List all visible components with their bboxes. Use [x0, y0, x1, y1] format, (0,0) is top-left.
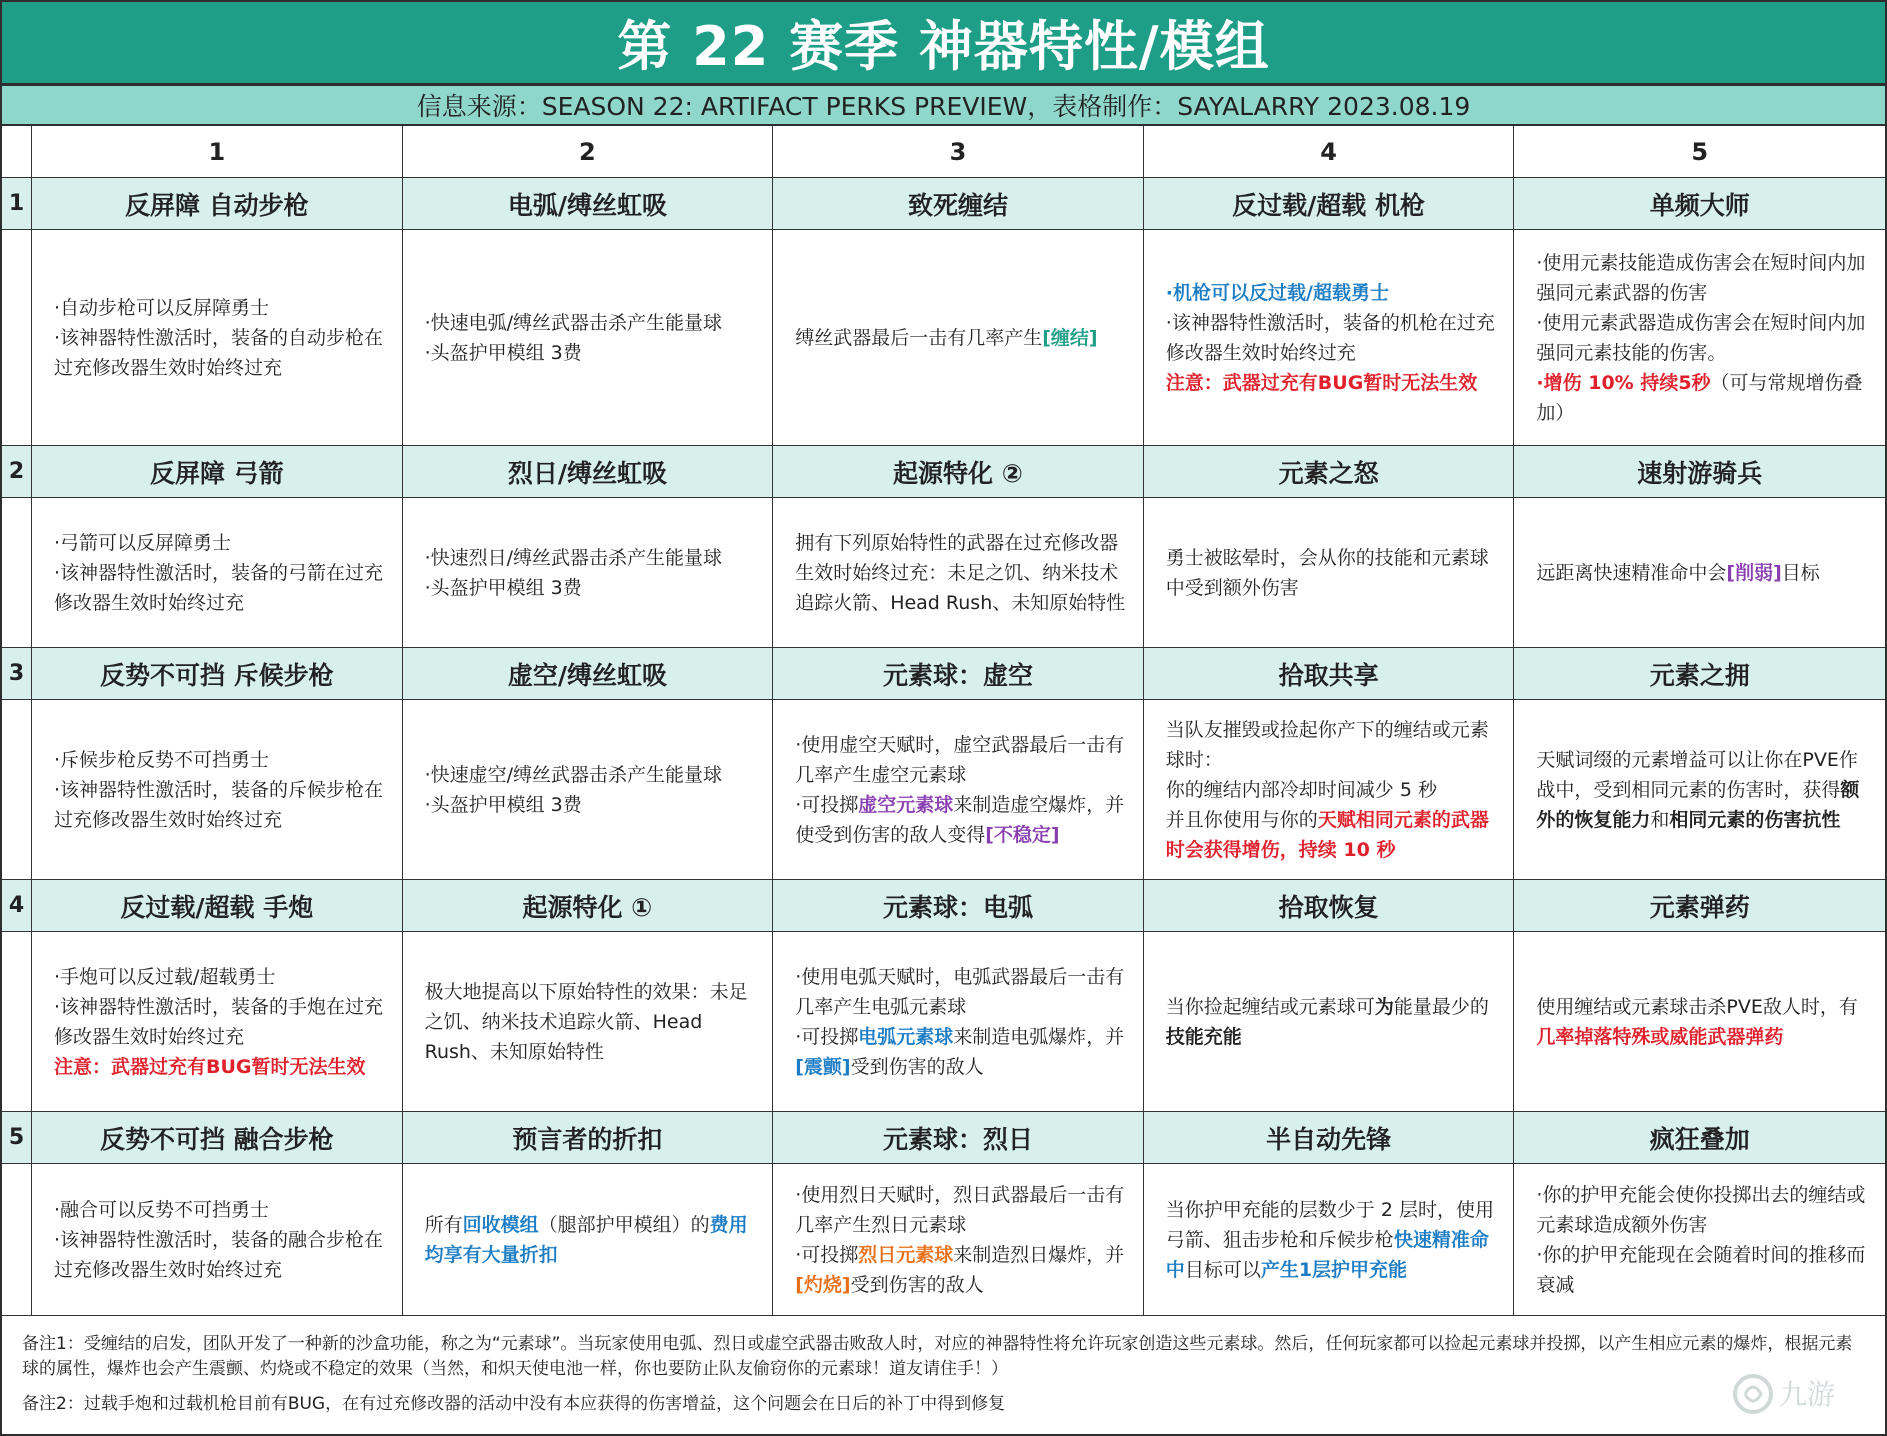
description-line — [54, 1195, 390, 1225]
highlight-text: ·机枪可以反过载/超载勇士 — [1165, 281, 1389, 304]
description-text: 来制造电弧爆炸，并 — [953, 1025, 1125, 1048]
description-line — [1166, 992, 1502, 1052]
column-header: 3 — [773, 126, 1144, 178]
perk-description — [1514, 230, 1885, 446]
description-text: ·你的护甲充能会使你投掷出去的缠结或元素球造成额外伤害 — [1536, 1183, 1866, 1236]
highlight-text: 技能充能 — [1165, 1025, 1242, 1048]
corner-cell — [2, 126, 32, 178]
perk-name: 拾取共享 — [1144, 648, 1515, 700]
description-text: ·快速虚空/缚丝武器击杀产生能量球 — [424, 763, 723, 786]
description-line — [1536, 992, 1873, 1052]
perk-description-text — [1536, 248, 1873, 428]
perk-description — [32, 932, 403, 1112]
description-line — [1166, 715, 1502, 775]
highlight-text: 注意：武器过充有BUG暂时无法生效 — [54, 1055, 366, 1078]
description-line — [54, 558, 390, 618]
highlight-text: 几率掉落特殊或威能武器弹药 — [1536, 1025, 1784, 1048]
perk-name: 反势不可挡 斥候步枪 — [32, 648, 403, 700]
row-spacer — [2, 230, 32, 446]
description-text: 来制造烈日爆炸，并 — [953, 1243, 1125, 1266]
perk-name: 速射游骑兵 — [1514, 446, 1885, 498]
watermark-text: 九游 — [1779, 1378, 1836, 1411]
description-text: 当你护甲充能的层数少于 2 层时，使用弓箭、狙击步枪和斥候步枪 — [1165, 1198, 1494, 1251]
description-line — [795, 790, 1131, 850]
perk-name: 元素球：电弧 — [773, 880, 1144, 932]
description-text: 并且你使用与你的 — [1165, 808, 1318, 831]
description-text: ·头盔护甲模组 3费 — [424, 793, 582, 816]
perk-description-text — [425, 977, 761, 1067]
highlight-text: 为 — [1374, 995, 1394, 1018]
highlight-text: ·增伤 10% 持续5秒 — [1536, 371, 1711, 394]
perk-name: 起源特化 ② — [773, 446, 1144, 498]
perk-description-text — [54, 1195, 390, 1285]
description-line — [795, 1022, 1131, 1082]
description-text: （腿部护甲模组）的 — [538, 1213, 710, 1236]
highlight-text: [削弱] — [1726, 561, 1782, 584]
perk-description-text — [54, 745, 390, 835]
highlight-text: [灼烧] — [795, 1273, 851, 1296]
description-text: 使用缠结或元素球击杀PVE敌人时，有 — [1536, 995, 1858, 1018]
description-text: 目标可以 — [1184, 1258, 1261, 1281]
perk-description — [773, 932, 1144, 1112]
row-spacer — [2, 932, 32, 1112]
perk-name: 元素球：烈日 — [773, 1112, 1144, 1164]
description-text: ·使用元素技能造成伤害会在短时间内加强同元素武器的伤害 — [1536, 251, 1866, 304]
perk-description — [403, 1164, 774, 1316]
perk-description-text — [1166, 278, 1502, 398]
perk-name: 单频大师 — [1514, 178, 1885, 230]
perk-description — [773, 700, 1144, 880]
description-text: ·使用烈日天赋时，烈日武器最后一击有几率产生烈日元素球 — [795, 1183, 1125, 1236]
perk-description — [1144, 230, 1515, 446]
perk-description — [32, 1164, 403, 1316]
description-line — [1536, 558, 1873, 588]
perk-description-text — [795, 323, 1131, 353]
description-line — [1536, 308, 1873, 368]
row-spacer — [2, 700, 32, 880]
note-text: 备注1：受缠结的启发，团队开发了一种新的沙盒功能，称之为“元素球”。当玩家使用电弧、烈日或虚空武器击败敌人时，对应的神器特性将允许玩家创造这些元素球。然后，任何玩家都可以捡起元素球并投掷，以产生相应元素的爆炸，根据元素球的属性，爆炸也会产生震颤、灼烧或不稳定的效果（当然，和炽天使电池一样，你也要防止队友偷窃你的元素球！道友请住手！） — [22, 1334, 1853, 1379]
perk-description-text — [1166, 992, 1502, 1052]
description-text: ·该神器特性激活时，装备的自动步枪在过充修改器生效时始终过充 — [54, 326, 384, 379]
perk-name: 反过载/超载 手炮 — [32, 880, 403, 932]
description-text: 勇士被眩晕时，会从你的技能和元素球中受到额外伤害 — [1165, 546, 1489, 599]
description-line — [54, 775, 390, 835]
perk-description — [1144, 932, 1515, 1112]
perk-description — [1514, 932, 1885, 1112]
description-text: ·斥候步枪反势不可挡勇士 — [54, 748, 270, 771]
highlight-text: 产生1层护甲充能 — [1260, 1258, 1408, 1281]
row-number: 5 — [2, 1112, 32, 1164]
perk-description-text — [1536, 558, 1873, 588]
perk-description-text — [425, 308, 761, 368]
description-line — [54, 1225, 390, 1285]
page-title: 第 22 赛季 神器特性/模组 — [2, 2, 1885, 86]
description-line — [54, 962, 390, 992]
description-text: 目标 — [1781, 561, 1820, 584]
description-line — [54, 1052, 390, 1082]
perk-name: 反过载/超载 机枪 — [1144, 178, 1515, 230]
description-line — [795, 1240, 1131, 1300]
perk-description-text — [795, 528, 1131, 618]
description-text: 受到伤害的敌人 — [850, 1055, 984, 1078]
perk-name: 预言者的折扣 — [403, 1112, 774, 1164]
description-line — [425, 573, 761, 603]
perk-name: 元素弹药 — [1514, 880, 1885, 932]
description-text: ·头盔护甲模组 3费 — [424, 576, 582, 599]
description-line — [425, 790, 761, 820]
description-line — [1166, 775, 1502, 805]
perk-name: 电弧/缚丝虹吸 — [403, 178, 774, 230]
perk-description — [773, 498, 1144, 648]
highlight-text: 注意：武器过充有BUG暂时无法生效 — [1165, 371, 1478, 394]
description-text: 来制造虚空爆炸，并使受到伤害的敌人变得 — [795, 793, 1125, 846]
description-line — [425, 977, 761, 1067]
perk-description — [32, 700, 403, 880]
jiuyou-logo-icon — [1731, 1362, 1861, 1426]
description-line — [1536, 248, 1873, 308]
perk-name: 疯狂叠加 — [1514, 1112, 1885, 1164]
description-line — [795, 962, 1131, 1022]
note-text: 备注2：过载手炮和过载机枪目前有BUG，在有过充修改器的活动中没有本应获得的伤害增益，这个问题会在日后的补丁中得到修复 — [22, 1394, 1006, 1414]
perk-name: 半自动先锋 — [1144, 1112, 1515, 1164]
description-line — [1166, 368, 1502, 398]
description-text: ·使用元素武器造成伤害会在短时间内加强同元素技能的伤害。 — [1536, 311, 1866, 364]
description-line — [54, 745, 390, 775]
row-spacer — [2, 498, 32, 648]
perk-description — [773, 1164, 1144, 1316]
description-text: ·可投掷 — [795, 793, 859, 816]
highlight-text: [不稳定] — [985, 823, 1060, 846]
description-text: ·融合可以反势不可挡勇士 — [54, 1198, 270, 1221]
description-line — [1536, 745, 1873, 835]
perk-description — [403, 700, 774, 880]
perk-description-text — [425, 543, 761, 603]
row-number: 3 — [2, 648, 32, 700]
description-text: ·该神器特性激活时，装备的斥候步枪在过充修改器生效时始终过充 — [54, 778, 384, 831]
highlight-text: 天赋相同元素的武器时会获得增伤，持续 10 秒 — [1165, 808, 1489, 861]
description-line — [1536, 368, 1873, 428]
description-text: 当队友摧毁或捡起你产下的缠结或元素球时： — [1165, 718, 1489, 771]
description-text: 远距离快速精准命中会 — [1536, 561, 1727, 584]
description-line — [795, 730, 1131, 790]
description-line — [1536, 1180, 1873, 1240]
perk-description — [1144, 700, 1515, 880]
perk-name: 致死缠结 — [773, 178, 1144, 230]
description-text: ·使用电弧天赋时，电弧武器最后一击有几率产生电弧元素球 — [795, 965, 1125, 1018]
highlight-text: 烈日元素球 — [858, 1243, 954, 1266]
column-header: 5 — [1514, 126, 1885, 178]
perk-description — [403, 230, 774, 446]
notes-section — [2, 1320, 1885, 1434]
description-text: 当你捡起缠结或元素球可 — [1165, 995, 1375, 1018]
description-text: ·弓箭可以反屏障勇士 — [54, 531, 232, 554]
perk-description-text — [1536, 1180, 1873, 1300]
description-text: 天赋词缀的元素增益可以让你在PVE作战中，受到相同元素的伤害时，获得 — [1536, 748, 1858, 801]
highlight-text: 快速精准命中 — [1165, 1228, 1489, 1281]
description-text: ·该神器特性激活时，装备的融合步枪在过充修改器生效时始终过充 — [54, 1228, 384, 1281]
column-header: 4 — [1144, 126, 1515, 178]
highlight-text: 虚空元素球 — [858, 793, 954, 816]
perk-name: 反势不可挡 融合步枪 — [32, 1112, 403, 1164]
description-text: ·手炮可以反过载/超载勇士 — [54, 965, 276, 988]
description-line — [425, 1210, 761, 1270]
perk-description — [403, 498, 774, 648]
perk-description — [32, 230, 403, 446]
description-text: ·快速电弧/缚丝武器击杀产生能量球 — [424, 311, 723, 334]
perk-description-text — [795, 962, 1131, 1082]
row-spacer — [2, 1164, 32, 1316]
description-text: 所有 — [424, 1213, 463, 1236]
description-text: ·使用虚空天赋时，虚空武器最后一击有几率产生虚空元素球 — [795, 733, 1125, 786]
highlight-text: 费用均享有大量折扣 — [424, 1213, 748, 1266]
row-number: 1 — [2, 178, 32, 230]
perk-description-text — [795, 1180, 1131, 1300]
perk-description-text — [54, 962, 390, 1082]
description-text: （可与常规增伤叠加） — [1536, 371, 1863, 424]
row-number: 4 — [2, 880, 32, 932]
description-line — [54, 992, 390, 1052]
perk-description — [1514, 1164, 1885, 1316]
description-text: ·头盔护甲模组 3费 — [424, 341, 582, 364]
description-line — [425, 308, 761, 338]
description-text: 和 — [1650, 808, 1670, 831]
perk-name: 元素球：虚空 — [773, 648, 1144, 700]
description-line — [1166, 278, 1502, 308]
row-number: 2 — [2, 446, 32, 498]
perk-name: 起源特化 ① — [403, 880, 774, 932]
description-line — [795, 528, 1131, 618]
description-text: ·快速烈日/缚丝武器击杀产生能量球 — [424, 546, 723, 569]
description-text: 受到伤害的敌人 — [850, 1273, 984, 1296]
description-line — [425, 338, 761, 368]
description-text: ·可投掷 — [795, 1243, 859, 1266]
description-line — [1166, 543, 1502, 603]
perk-name: 元素之拥 — [1514, 648, 1885, 700]
perk-description-text — [425, 1210, 761, 1270]
description-line — [54, 528, 390, 558]
description-line — [54, 323, 390, 383]
perk-description-text — [1166, 715, 1502, 865]
description-text: ·你的护甲充能现在会随着时间的推移而衰减 — [1536, 1243, 1866, 1296]
highlight-text: [震颤] — [795, 1055, 851, 1078]
description-text: 缚丝武器最后一击有几率产生 — [795, 326, 1043, 349]
perk-name: 虚空/缚丝虹吸 — [403, 648, 774, 700]
perk-name: 反屏障 弓箭 — [32, 446, 403, 498]
highlight-text: 相同元素的伤害抗性 — [1669, 808, 1841, 831]
column-header: 1 — [32, 126, 403, 178]
description-text: ·可投掷 — [795, 1025, 859, 1048]
perk-description-text — [1536, 745, 1873, 835]
source-line: 信息来源：SEASON 22: ARTIFACT PERKS PREVIEW，表格制作：SAYALARRY 2023.08.19 — [2, 86, 1885, 126]
highlight-text: 额外的恢复能力 — [1536, 778, 1860, 831]
description-text: 能量最少的 — [1393, 995, 1489, 1018]
perk-description — [403, 932, 774, 1112]
description-line — [425, 543, 761, 573]
highlight-text: 电弧元素球 — [858, 1025, 954, 1048]
perk-description — [1144, 1164, 1515, 1316]
perk-description-text — [1166, 543, 1502, 603]
description-line — [1166, 1195, 1502, 1285]
description-line — [1166, 308, 1502, 368]
description-line — [54, 293, 390, 323]
description-text: 极大地提高以下原始特性的效果：未足之饥、纳米技术追踪火箭、Head Rush、未知原始特性 — [424, 980, 748, 1063]
perk-description — [1514, 498, 1885, 648]
highlight-text: [缠结] — [1042, 326, 1098, 349]
description-text: ·该神器特性激活时，装备的机枪在过充修改器生效时始终过充 — [1165, 311, 1495, 364]
column-header: 2 — [403, 126, 774, 178]
perk-description-text — [1166, 1195, 1502, 1285]
perk-table — [2, 126, 1885, 1316]
perk-description-text — [795, 730, 1131, 850]
perk-name: 拾取恢复 — [1144, 880, 1515, 932]
perk-description — [1144, 498, 1515, 648]
description-line — [1536, 1240, 1873, 1300]
description-text: 你的缠结内部冷却时间减少 5 秒 — [1165, 778, 1437, 801]
description-text: ·该神器特性激活时，装备的弓箭在过充修改器生效时始终过充 — [54, 561, 384, 614]
description-line — [1166, 805, 1502, 865]
perk-name: 烈日/缚丝虹吸 — [403, 446, 774, 498]
perk-description-text — [54, 528, 390, 618]
description-line — [425, 760, 761, 790]
description-text: ·该神器特性激活时，装备的手炮在过充修改器生效时始终过充 — [54, 995, 384, 1048]
perk-description-text — [1536, 992, 1873, 1052]
highlight-text: 回收模组 — [462, 1213, 539, 1236]
perk-description-text — [425, 760, 761, 820]
description-text: 拥有下列原始特性的武器在过充修改器生效时始终过充：未足之饥、纳米技术追踪火箭、Head Rush、未知原始特性 — [795, 531, 1126, 614]
perk-description — [1514, 700, 1885, 880]
description-line — [795, 1180, 1131, 1240]
description-line — [795, 323, 1131, 353]
perk-description — [773, 230, 1144, 446]
perk-description — [32, 498, 403, 648]
perk-name: 反屏障 自动步枪 — [32, 178, 403, 230]
description-text: ·自动步枪可以反屏障勇士 — [54, 296, 270, 319]
perk-name: 元素之怒 — [1144, 446, 1515, 498]
perk-description-text — [54, 293, 390, 383]
